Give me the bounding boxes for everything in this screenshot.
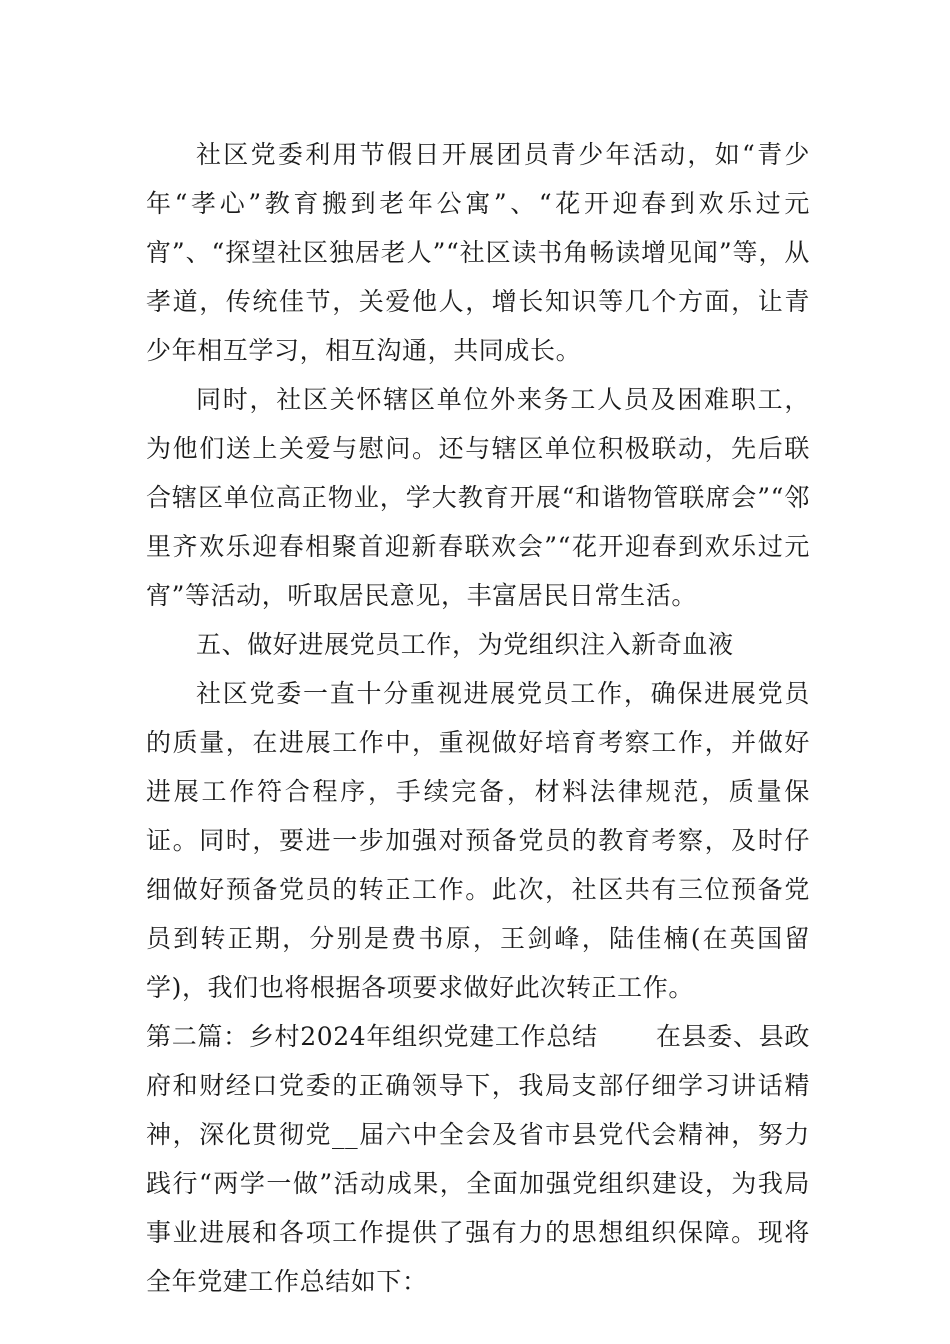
second-part-body: 在县委、县政府和财经口党委的正确领导下，我局支部仔细学习讲话精神，深化贯彻党__届六中全会及省市县党代会精神，努力践行“两学一做”活动成果，全面加强党组织建设，为我局事业进展和各项工作提供了强有力的思想组织保障。现将全年党建工作总结如下：: [146, 1022, 810, 1296]
section-heading-party-member-development: 五、做好进展党员工作，为党组织注入新奇血液: [196, 630, 734, 659]
document-body: [146, 130, 810, 1306]
paragraph-youth-activities: 社区党委利用节假日开展团员青少年活动，如“青少年“孝心”教育搬到老年公寓”、“花开迎春到欢乐过元宵”、“探望社区独居老人”“社区读书角畅读增见闻”等，从孝道，传统佳节，关爱他人，增长知识等几个方面，让青少年相互学习，相互沟通，共同成长。: [146, 140, 810, 365]
second-part-paragraph: [146, 1012, 810, 1306]
paragraph-care-and-cooperation: 同时，社区关怀辖区单位外来务工人员及困难职工，为他们送上关爱与慰问。还与辖区单位积极联动，先后联合辖区单位高正物业，学大教育开展“和谐物管联席会”“邻里齐欢乐迎春相聚首迎新春联欢会”“花开迎春到欢乐过元宵”等活动，听取居民意见，丰富居民日常生活。: [146, 385, 810, 610]
paragraph-party-member-development: 社区党委一直十分重视进展党员工作，确保进展党员的质量，在进展工作中，重视做好培育考察工作，并做好进展工作符合程序，手续完备，材料法律规范，质量保证。同时，要进一步加强对预备党员的教育考察，及时仔细做好预备党员的转正工作。此次，社区共有三位预备党员到转正期，分别是费书原，王剑峰，陆佳楠(在英国留学)，我们也将根据各项要求做好此次转正工作。: [146, 679, 810, 1002]
second-part-title: 第二篇：乡村2024年组织党建工作总结: [146, 1022, 598, 1051]
